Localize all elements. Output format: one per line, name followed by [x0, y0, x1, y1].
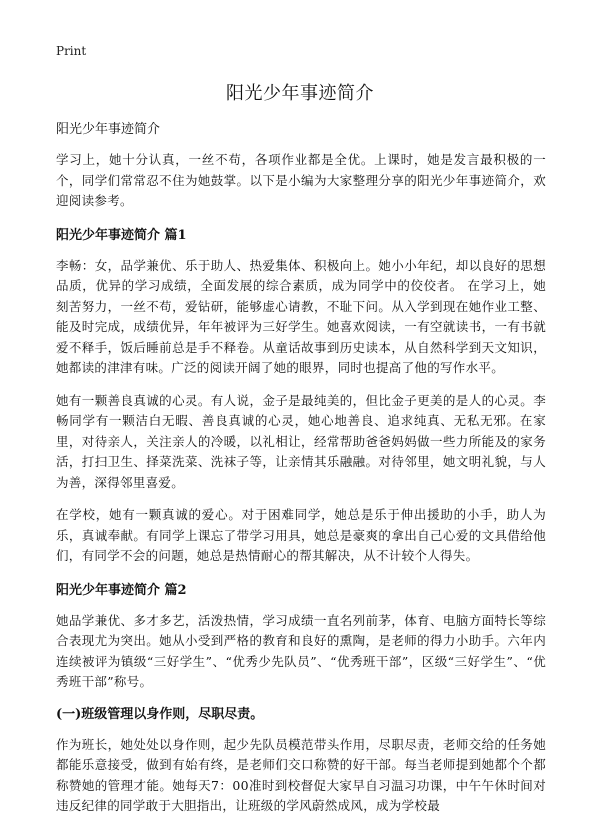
- print-link[interactable]: Print: [56, 44, 87, 58]
- article-subtitle: 阳光少年事迹简介: [56, 122, 161, 137]
- section-2-subheading: (一)班级管理以身作则，尽职尽责。: [56, 706, 264, 722]
- section-1-heading: 阳光少年事迹简介 篇1: [56, 227, 187, 243]
- section-2-heading: 阳光少年事迹简介 篇2: [56, 582, 187, 598]
- section-2-paragraph: 作为班长，她处处以身作则，起少先队员模范带头作用，尽职尽责，老师交给的任务她都能乐意接受，做到有始有终，是老师们交口称赞的好干部。每当老师提到她都个个都称赞她的管理才能。她每天7：00准时到校督促大家早自习温习功课，中午午休时间对违反纪律的同学敢于大胆指出，让班级的学风蔚然成风，成为学校最: [56, 736, 546, 813]
- section-1-paragraph: 她有一颗善良真诚的心灵。有人说，金子是最纯美的，但比金子更美的是人的心灵。李畅同学有一颗洁白无暇、善良真诚的心灵，她心地善良、追求纯真、无私无邪。在家里，对待亲人，关注亲人的冷暖，以礼相让，经常帮助爸爸妈妈做一些力所能及的家务活，打扫卫生、择菜洗菜、洗袜子等，让亲情其乐融融。对待邻里，她文明礼貌，与人为善，深得邻里喜爱。: [56, 392, 546, 490]
- section-2-paragraph: 她品学兼优、多才多艺，活泼热情，学习成绩一直名列前茅，体育、电脑方面特长等综合表现尤为突出。她从小受到严格的教育和良好的熏陶，是老师的得力小助手。六年内连续被评为镇级“三好学生”、“优秀少先队员”、“优秀班干部”，区级“三好学生”、“优秀班干部”称号。: [56, 612, 546, 689]
- article-body: [56, 120, 546, 828]
- intro-paragraph: 学习上，她十分认真，一丝不苟，各项作业都是全优。上课时，她是发言最积极的一个，同学们常常忍不住为她鼓掌。以下是小编为大家整理分享的阳光少年事迹简介，欢迎阅读参考。: [56, 152, 546, 208]
- section-1-paragraph: 在学校，她有一颗真诚的爱心。对于困难同学，她总是乐于伸出援助的小手，助人为乐，真诚奉献。有同学上课忘了带学习用具，她总是豪爽的拿出自己心爱的文具借给他们，有同学不会的问题，她总是热情耐心的帮其解决，从不计较个人得失。: [56, 507, 546, 563]
- page-title: 阳光少年事迹简介: [226, 83, 374, 104]
- section-1-paragraph: 李畅：女，品学兼优、乐于助人、热爱集体、积极向上。她小小年纪，却以良好的思想品质，优异的学习成绩，全面发展的综合素质，成为同学中的佼佼者。 在学习上，她刻苦努力，一丝不苟，爱钻研，能够虚心请教，不耻下问。从入学到现在她作业工整、能及时完成，成绩优异，年年被评为三好学生。她喜欢阅读，一有空就读书，一有书就爱不释手，饭后睡前总是手不释卷。从童话故事到历史读本，从自然科学到天文知识，她都读的津津有味。广泛的阅读开阔了她的眼界，同时也提高了他的写作水平。: [56, 257, 546, 375]
